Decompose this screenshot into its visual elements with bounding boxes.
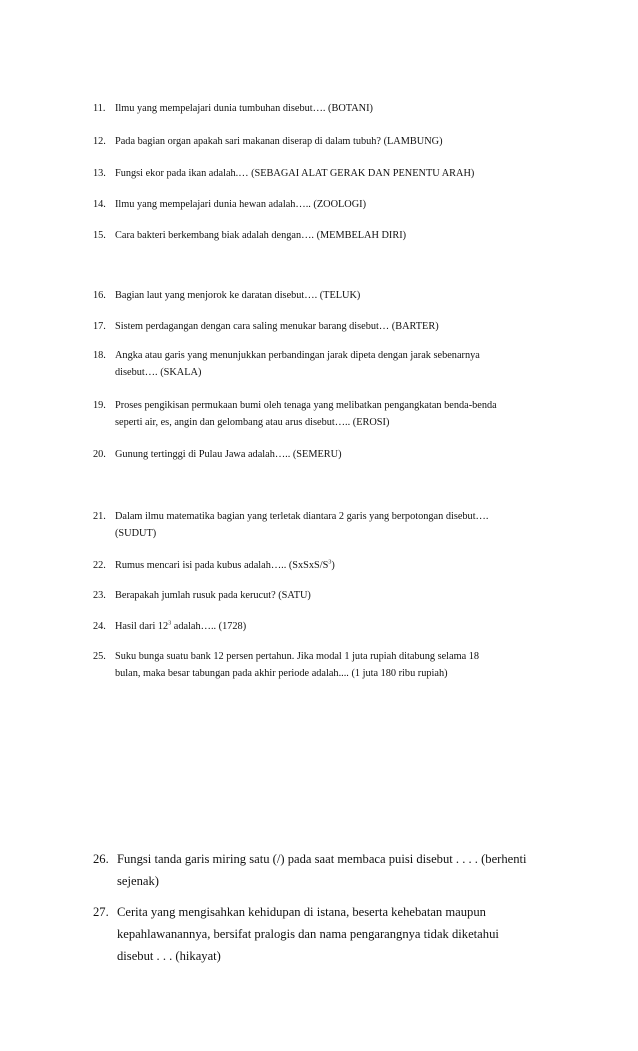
question-text: Pada bagian organ apakah sari makanan diserap di dalam tubuh? (LAMBUNG) [115, 136, 443, 147]
question-text: Hasil dari $12^3$ adalah….. (1728) [115, 620, 247, 632]
question-number: 22. [93, 560, 106, 571]
question-text: Proses pengikisan permukaan bumi oleh tenaga yang melibatkan pengangkatan benda-benda [115, 400, 497, 411]
question-number: 12. [93, 136, 106, 147]
question-number: 14. [93, 199, 106, 210]
question-number: 18. [93, 350, 106, 361]
question-text: Sistem perdagangan dengan cara saling menukar barang disebut… (BARTER) [115, 321, 439, 332]
question-text: (SUDUT) [115, 528, 157, 539]
question-number: 17. [93, 321, 106, 332]
question-number: 24. [93, 621, 106, 632]
question-text: Dalam ilmu matematika bagian yang terletak diantara 2 garis yang berpotongan disebut…. [115, 511, 489, 522]
question-number: 16. [93, 290, 106, 301]
question-text: Ilmu yang mempelajari dunia tumbuhan disebut…. (BOTANI) [115, 103, 373, 114]
question-number: 19. [93, 400, 106, 411]
question-text: Gunung tertinggi di Pulau Jawa adalah….. (SEMERU) [115, 449, 342, 460]
question-text: Ilmu yang mempelajari dunia hewan adalah….. (ZOOLOGI) [115, 199, 367, 210]
question-text: Angka atau garis yang menunjukkan perbandingan jarak dipeta dengan jarak sebenarnya [115, 350, 480, 361]
question-text: kepahlawanannya, bersifat pralogis dan nama pengarangnya tidak diketahui [117, 927, 499, 941]
question-number: 21. [93, 511, 106, 522]
question-text: Cerita yang mengisahkan kehidupan di istana, beserta kehebatan maupun [117, 905, 486, 919]
question-number: 26. [93, 852, 109, 866]
question-number: 25. [93, 651, 106, 662]
question-text: Suku bunga suatu bank 12 persen pertahun. Jika modal 1 juta rupiah ditabung selama 18 [115, 651, 480, 662]
question-text: Rumus mencari isi pada kubus adalah….. $(SxSxS/S^3)$ [115, 559, 335, 571]
question-number: 15. [93, 230, 106, 241]
question-text: sejenak) [117, 874, 159, 888]
question-number: 13. [93, 168, 106, 179]
question-text: disebut . . . (hikayat) [117, 949, 221, 963]
question-number: 11. [93, 103, 106, 114]
question-number: 23. [93, 590, 106, 601]
question-text: seperti air, es, angin dan gelombang atau arus disebut….. (EROSI) [115, 417, 390, 428]
question-number: 20. [93, 449, 106, 460]
question-number: 27. [93, 905, 109, 919]
question-text: bulan, maka besar tabungan pada akhir periode adalah.... (1 juta 180 ribu rupiah) [115, 668, 448, 679]
question-text: disebut…. (SKALA) [115, 367, 202, 378]
question-text: Fungsi tanda garis miring satu (/) pada saat membaca puisi disebut . . . . (berhenti [117, 852, 527, 866]
question-text: Fungsi ekor pada ikan adalah.… (SEBAGAI ALAT GERAK DAN PENENTU ARAH) [115, 168, 475, 179]
question-text: Berapakah jumlah rusuk pada kerucut? (SATU) [115, 590, 311, 601]
superscript: 3 [328, 559, 332, 566]
question-text: Bagian laut yang menjorok ke daratan disebut…. (TELUK) [115, 290, 361, 301]
superscript: 3 [168, 620, 172, 627]
question-text: Cara bakteri berkembang biak adalah dengan…. (MEMBELAH DIRI) [115, 230, 407, 241]
